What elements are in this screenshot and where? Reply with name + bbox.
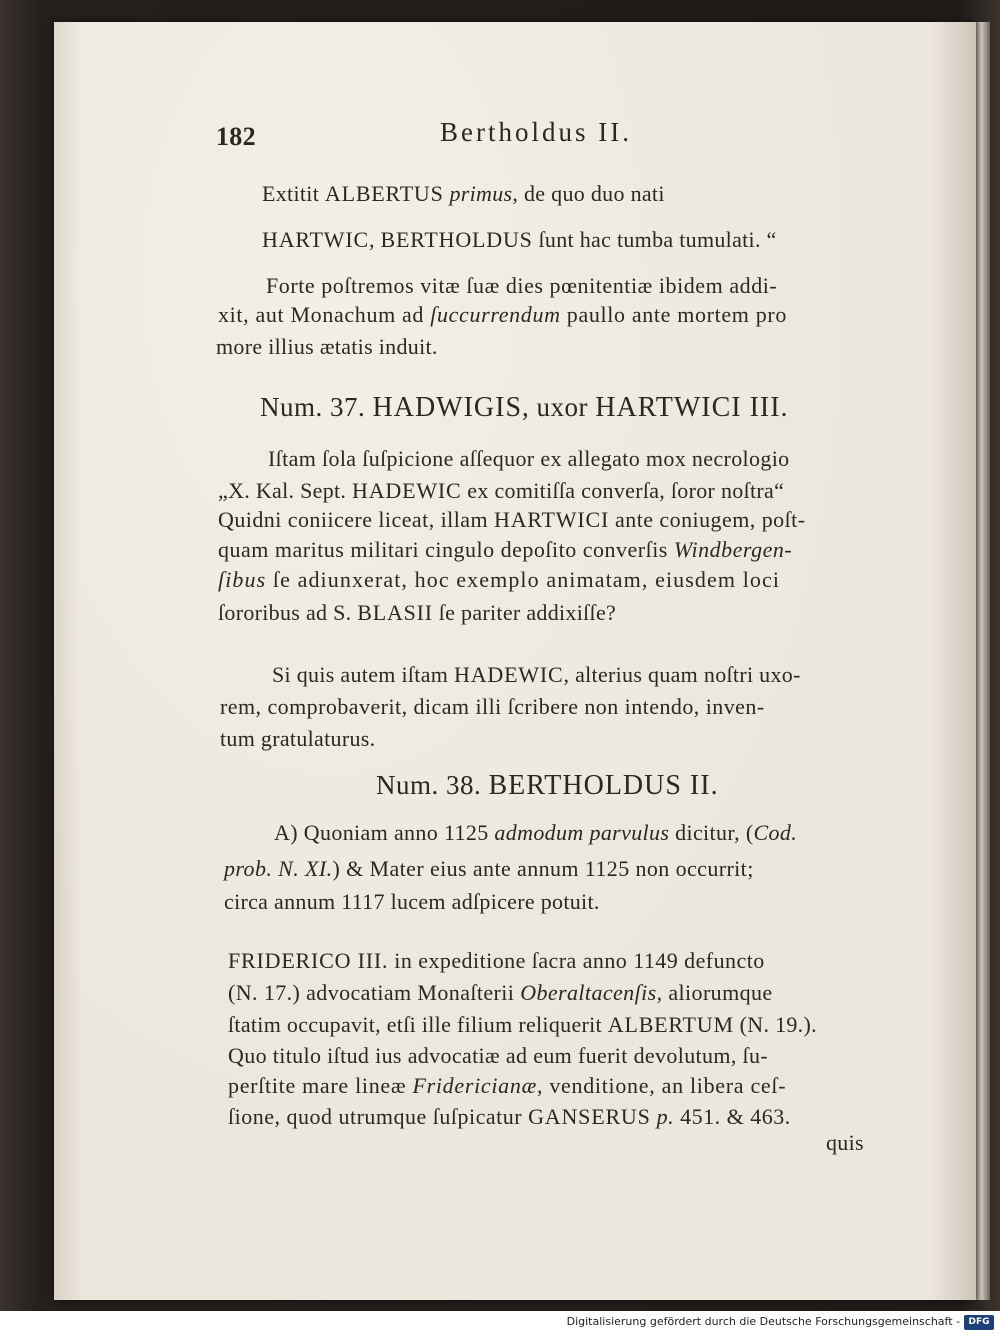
text-line: FRIDERICO III. in expeditione ſacra anno 1149 defuncto — [228, 948, 765, 973]
text-line: more illius ætatis induit. — [216, 334, 438, 359]
text-line: ſtatim occupavit, etſi ille filium reliquerit ALBERTUM (N. 19.). — [228, 1012, 817, 1037]
dfg-logo-icon: DFG — [964, 1315, 994, 1330]
text-line: perſtite mare lineæ Fridericianæ, venditione, an libera ceſ- — [228, 1073, 787, 1098]
text-line: (N. 17.) advocatiam Monaſterii Oberaltacenſis, aliorumque — [228, 980, 773, 1005]
running-title: Bertholdus II. — [440, 117, 632, 147]
text-line: Quo titulo iſtud ius advocatiæ ad eum fuerit devolutum, ſu- — [228, 1043, 769, 1068]
text-line: circa annum 1117 lucem adſpicere potuit. — [224, 889, 600, 914]
text-line: ſororibus ad S. BLASII ſe pariter addixiſſe? — [218, 600, 617, 625]
text-line: A) Quoniam anno 1125 admodum parvulus dicitur, (Cod. — [274, 820, 798, 845]
text-line: tum gratulaturus. — [220, 726, 376, 751]
text-line: HARTWIC, BERTHOLDUS ſunt hac tumba tumulati. “ — [262, 227, 777, 252]
text-line: Extitit ALBERTUS primus, de quo duo nati — [262, 181, 665, 206]
catchword: quis — [826, 1130, 864, 1155]
text-line: Quidni coniicere liceat, illam HARTWICI ante coniugem, poſt- — [218, 507, 806, 532]
text-line: „X. Kal. Sept. HADEWIC ex comitiſſa converſa, ſoror noſtra“ — [218, 478, 785, 503]
text-line: rem, comprobaverit, dicam illi ſcribere non intendo, inven- — [220, 694, 765, 719]
page-number: 182 — [216, 122, 256, 151]
book-page-edges — [976, 22, 990, 1300]
text-line: Iſtam ſola ſuſpicione aſſequor ex allegato mox necrologio — [268, 446, 790, 471]
footer-credit: Digitalisierung gefördert durch die Deutsche Forschungsgemeinschaft - — [566, 1315, 960, 1328]
section-heading: Num. 37. HADWIGIS, uxor HARTWICI III. — [260, 392, 789, 423]
text-line: ſione, quod utrumque ſuſpicatur GANSERUS p. 451. & 463. — [228, 1104, 791, 1129]
text-line: xit, aut Monachum ad ſuccurrendum paullo ante mortem pro — [218, 302, 787, 327]
text-line: Forte poſtremos vitæ ſuæ dies pœnitentiæ ibidem addi- — [266, 273, 778, 298]
text-line: ſibus ſe adiunxerat, hoc exemplo animatam, eiusdem loci — [218, 567, 781, 592]
section-heading: Num. 38. BERTHOLDUS II. — [376, 770, 719, 801]
text-line: prob. N. XI.) & Mater eius ante annum 1125 non occurrit; — [224, 856, 754, 881]
footer-bar — [0, 1311, 1000, 1334]
text-line: Si quis autem iſtam HADEWIC, alterius quam noſtri uxo- — [272, 662, 801, 687]
text-line: quam maritus militari cingulo depoſito converſis Windbergen- — [218, 537, 793, 562]
